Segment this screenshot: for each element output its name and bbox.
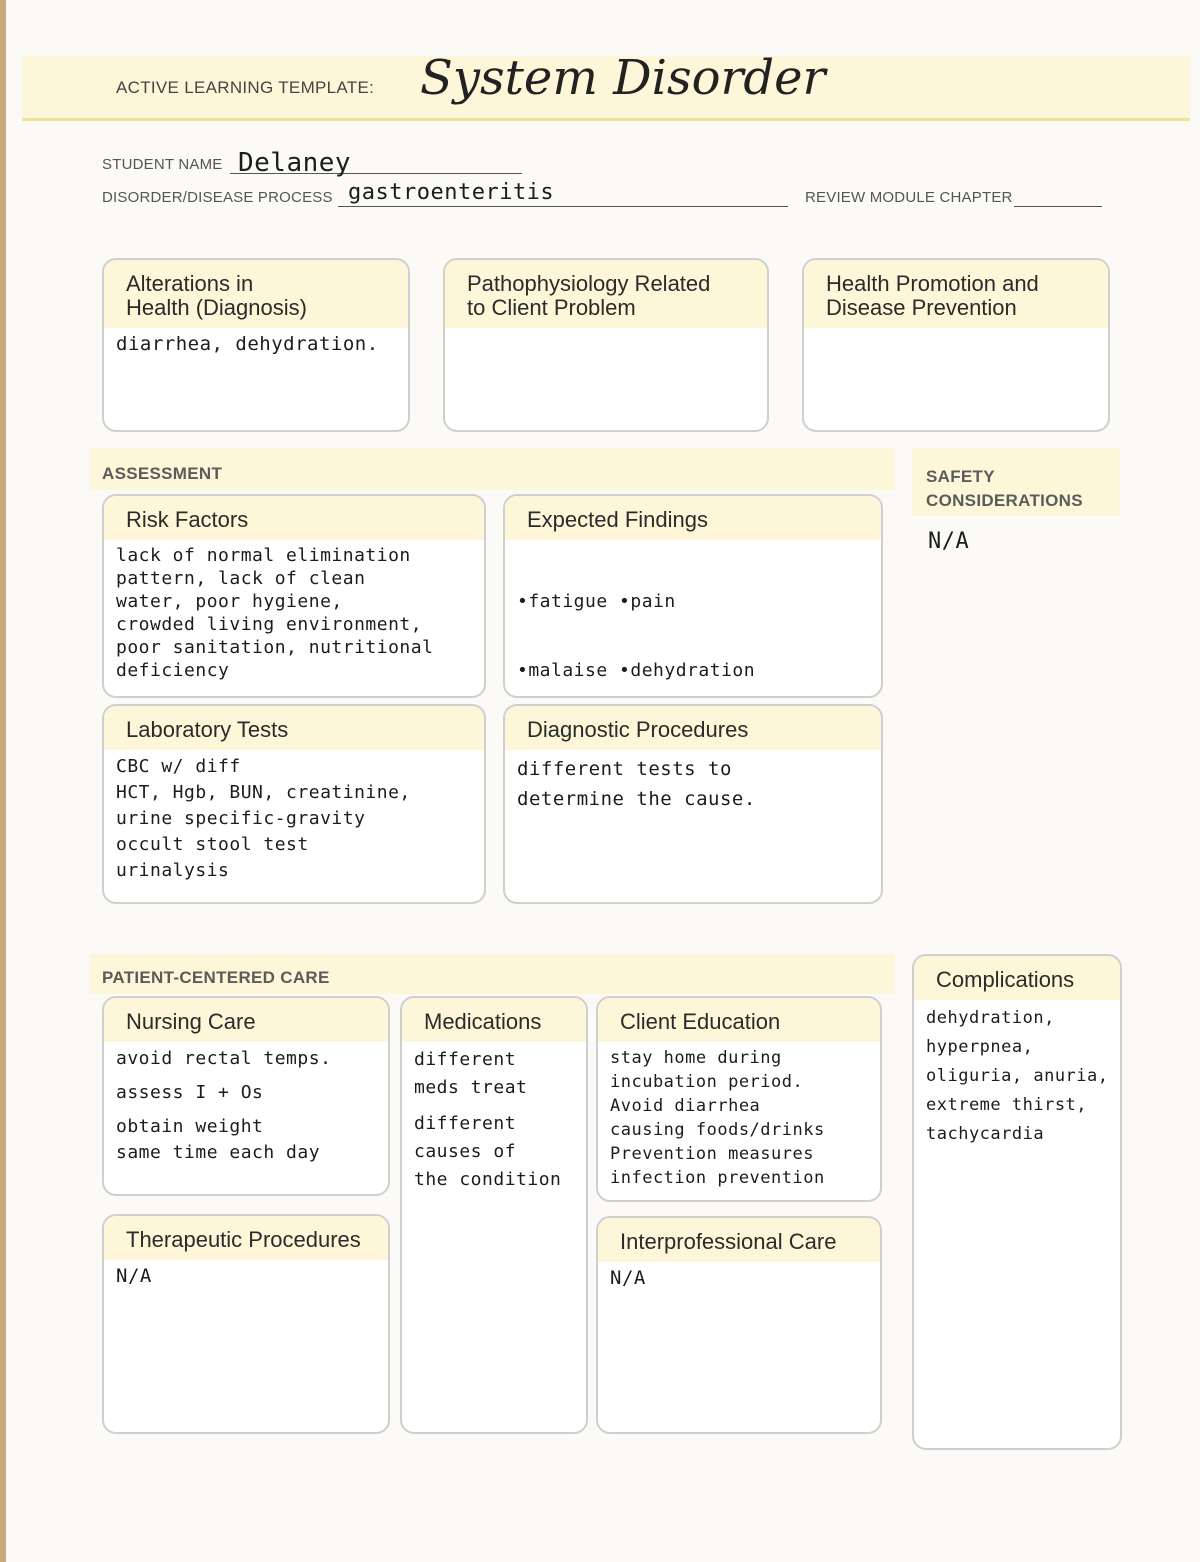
- complications-header: Complications: [914, 956, 1120, 1000]
- laboratory-tests-box: [102, 704, 486, 904]
- health-promotion-box: [802, 258, 1110, 432]
- expected-findings-content: •fatigue •pain •malaise •dehydration: [517, 591, 756, 681]
- diagnostic-procedures-header: Diagnostic Procedures: [505, 706, 881, 750]
- laboratory-tests-content: CBC w/ diff HCT, Hgb, BUN, creatinine, urine specific-gravity occult stool test urinalysis: [116, 756, 411, 881]
- pathophysiology-box: [443, 258, 769, 432]
- alterations-content: diarrhea, dehydration.: [116, 333, 379, 355]
- interprofessional-care-content: N/A: [610, 1267, 646, 1289]
- safety-considerations-content: N/A: [928, 529, 970, 554]
- disorder-line: [338, 206, 788, 207]
- expected-findings-header: Expected Findings: [505, 496, 881, 540]
- client-education-header: Client Education: [598, 998, 880, 1042]
- safety-band: SAFETY CONSIDERATIONS: [912, 448, 1120, 516]
- medications-box: [400, 996, 588, 1434]
- student-name-label: STUDENT NAME: [102, 156, 223, 173]
- complications-box: [912, 954, 1122, 1450]
- alterations-box: [102, 258, 410, 432]
- interprofessional-care-header: Interprofessional Care: [598, 1218, 880, 1262]
- page-title: System Disorder: [420, 50, 826, 106]
- nursing-care-header: Nursing Care: [104, 998, 388, 1042]
- diagnostic-procedures-box: [503, 704, 883, 904]
- template-label: ACTIVE LEARNING TEMPLATE:: [116, 78, 375, 97]
- review-module-line: [1014, 206, 1102, 207]
- alterations-header: Alterations in Health (Diagnosis): [104, 260, 408, 328]
- student-name-field[interactable]: Delaney: [238, 148, 352, 178]
- client-education-content: stay home during incubation period. Avoid diarrhea causing foods/drinks Prevention measures infection prevention: [610, 1048, 825, 1188]
- disorder-field[interactable]: gastroenteritis: [348, 180, 555, 205]
- diagnostic-procedures-content: different tests to determine the cause.: [517, 758, 756, 810]
- risk-factors-box: [102, 494, 486, 698]
- page-edge: [0, 0, 6, 1562]
- risk-factors-header: Risk Factors: [104, 496, 484, 540]
- patient-centered-care-band: PATIENT-CENTERED CARE: [90, 954, 894, 994]
- expected-findings-box: [503, 494, 883, 698]
- client-education-box: [596, 996, 882, 1202]
- medications-content: different meds treat different causes of the condition: [414, 1049, 562, 1190]
- risk-factors-content: lack of normal elimination pattern, lack of clean water, poor hygiene, crowded living environment, poor sanitation, nutritional deficiency: [116, 545, 434, 681]
- nursing-care-content: avoid rectal temps. assess I + Os obtain weight same time each day: [116, 1048, 332, 1163]
- therapeutic-procedures-content: N/A: [116, 1265, 152, 1287]
- therapeutic-procedures-header: Therapeutic Procedures: [104, 1216, 388, 1260]
- review-module-label: REVIEW MODULE CHAPTER: [805, 189, 1013, 206]
- health-promotion-header: Health Promotion and Disease Prevention: [804, 260, 1108, 328]
- assessment-band: ASSESSMENT: [90, 448, 894, 490]
- pathophysiology-header: Pathophysiology Related to Client Problem: [445, 260, 767, 328]
- disorder-label: DISORDER/DISEASE PROCESS: [102, 189, 333, 206]
- interprofessional-care-box: [596, 1216, 882, 1434]
- nursing-care-box: [102, 996, 390, 1196]
- medications-header: Medications: [402, 998, 586, 1042]
- header-banner: [22, 50, 1190, 121]
- complications-content: dehydration, hyperpnea, oliguria, anuria, extreme thirst, tachycardia: [926, 1008, 1109, 1144]
- therapeutic-procedures-box: [102, 1214, 390, 1434]
- laboratory-tests-header: Laboratory Tests: [104, 706, 484, 750]
